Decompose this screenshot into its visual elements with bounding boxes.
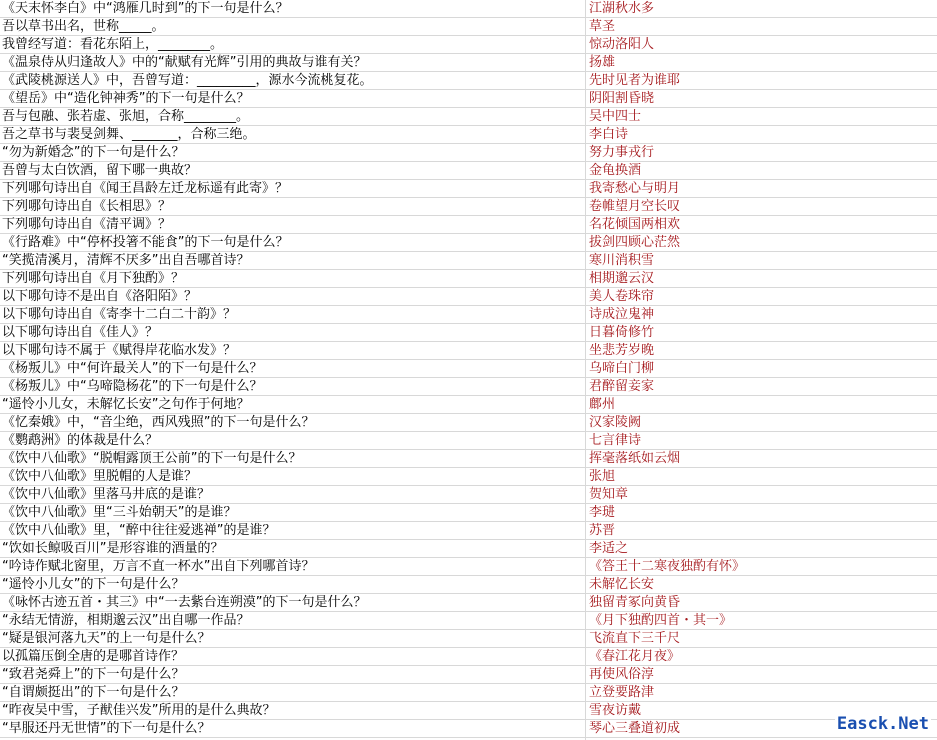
- answer-cell: 江湖秋水多: [589, 1, 655, 16]
- answer-cell: 诗成泣鬼神: [589, 307, 655, 322]
- answer-cell: 《月下独酌四首・其一》: [589, 613, 733, 628]
- answer-cell: 相期邈云汉: [589, 271, 655, 286]
- answer-cell: 张旭: [589, 469, 616, 484]
- table-row: [0, 306, 937, 324]
- answer-cell: 扬雄: [589, 55, 616, 70]
- question-cell: “永结无情游，相期邈云汉”出自哪一作品？: [2, 613, 250, 628]
- site-watermark: Easck.Net: [836, 714, 929, 734]
- table-row: [0, 144, 937, 162]
- question-cell: “早服还丹无世情”的下一句是什么？: [2, 721, 211, 736]
- table-row: [0, 36, 937, 54]
- answer-cell: 我寄愁心与明月: [589, 181, 681, 196]
- answer-cell: 先时见者为谁耶: [589, 73, 681, 88]
- answer-cell: 乌啼白门柳: [589, 361, 655, 376]
- question-cell: 《饮中八仙歌》里“三斗始朝天”的是谁？: [2, 505, 237, 520]
- table-row: [0, 126, 937, 144]
- answer-cell: 坐悲芳岁晚: [589, 343, 655, 358]
- answer-cell: 美人卷珠帘: [589, 289, 655, 304]
- table-row: [0, 0, 937, 18]
- question-cell: 吾之草书与裴旻剑舞、_______，合称三绝。: [2, 127, 256, 142]
- question-cell: 《饮中八仙歌》“脱帽露顶王公前”的下一句是什么？: [2, 451, 302, 466]
- table-row: [0, 396, 937, 414]
- answer-cell: 鄜州: [589, 397, 616, 412]
- table-row: [0, 252, 937, 270]
- answer-cell: 草圣: [589, 19, 616, 34]
- table-row: [0, 558, 937, 576]
- question-cell: “疑是银河落九天”的上一句是什么？: [2, 631, 211, 646]
- answer-cell: 立登要路津: [589, 685, 655, 700]
- question-cell: 以下哪句诗出自《佳人》？: [2, 325, 159, 340]
- question-cell: 吾与包融、张若虚、张旭，合称________。: [2, 109, 250, 124]
- answer-cell: 再使风俗淳: [589, 667, 655, 682]
- answer-cell: 未解忆长安: [589, 577, 655, 592]
- question-cell: 下列哪句诗出自《闻王昌龄左迁龙标遥有此寄》？: [2, 181, 289, 196]
- table-row: [0, 666, 937, 684]
- question-cell: 下列哪句诗出自《长相思》？: [2, 199, 172, 214]
- question-cell: 《鹦鹉洲》的体裁是什么？: [2, 433, 159, 448]
- table-row: [0, 180, 937, 198]
- question-cell: 《温泉侍从归逢故人》中的“献赋有光辉”引用的典故与谁有关？: [2, 55, 367, 70]
- question-cell: 吾曾与太白饮酒，留下哪一典故？: [2, 163, 198, 178]
- answer-cell: 努力事戎行: [589, 145, 655, 160]
- table-row: [0, 198, 937, 216]
- question-cell: 以下哪句诗出自《寄李十二白二十韵》？: [2, 307, 237, 322]
- answer-cell: 名花倾国两相欢: [589, 217, 681, 232]
- question-cell: “遥怜小儿女”的下一句是什么？: [2, 577, 185, 592]
- question-cell: 我曾经写道：看花东陌上，________。: [2, 37, 224, 52]
- table-row: [0, 234, 937, 252]
- table-row: [0, 522, 937, 540]
- answer-cell: 挥毫落纸如云烟: [589, 451, 681, 466]
- answer-cell: 独留青冢向黄昏: [589, 595, 681, 610]
- question-cell: “勿为新婚念”的下一句是什么？: [2, 145, 185, 160]
- question-cell: “笑揽清溪月，清辉不厌多”出自吾哪首诗？: [2, 253, 250, 268]
- answer-cell: 惊动洛阳人: [589, 37, 655, 52]
- question-cell: “遥怜小儿女，未解忆长安”之句作于何地？: [2, 397, 250, 412]
- question-cell: “自谓颇挺出”的下一句是什么？: [2, 685, 185, 700]
- question-cell: 《杨叛儿》中“乌啼隐杨花”的下一句是什么？: [2, 379, 263, 394]
- answer-cell: 《答王十二寒夜独酌有怀》: [589, 559, 746, 574]
- question-cell: 《武陵桃源送人》中，吾曾写道：_________，源水今流桃复花。: [2, 73, 373, 88]
- answer-cell: 琴心三叠道初成: [589, 721, 681, 736]
- answer-cell: 《春江花月夜》: [589, 649, 681, 664]
- table-row: [0, 108, 937, 126]
- table-row: [0, 324, 937, 342]
- question-cell: 《天末怀李白》中“鸿雁几时到”的下一句是什么？: [2, 1, 289, 16]
- table-row: [0, 342, 937, 360]
- table-row: [0, 594, 937, 612]
- answer-cell: 李白诗: [589, 127, 629, 142]
- table-row: [0, 72, 937, 90]
- answer-cell: 苏晋: [589, 523, 616, 538]
- question-cell: 《望岳》中“造化钟神秀”的下一句是什么？: [2, 91, 250, 106]
- answer-cell: 吴中四士: [589, 109, 642, 124]
- answer-cell: 贺知章: [589, 487, 629, 502]
- answer-cell: 金龟换酒: [589, 163, 642, 178]
- table-row: [0, 378, 937, 396]
- answer-cell: 君醉留妾家: [589, 379, 655, 394]
- table-row: [0, 702, 937, 720]
- table-row: [0, 432, 937, 450]
- table-row: [0, 414, 937, 432]
- table-row: [0, 288, 937, 306]
- table-row: [0, 54, 937, 72]
- question-cell: “吟诗作赋北窗里，万言不直一杯水”出自下列哪首诗？: [2, 559, 315, 574]
- table-row: [0, 90, 937, 108]
- table-row: [0, 612, 937, 630]
- question-cell: 《饮中八仙歌》里脱帽的人是谁？: [2, 469, 198, 484]
- answer-cell: 汉家陵阙: [589, 415, 642, 430]
- question-cell: 以下哪句诗不属于《赋得岸花临水发》？: [2, 343, 237, 358]
- question-cell: 《杨叛儿》中“何许最关人”的下一句是什么？: [2, 361, 263, 376]
- answer-cell: 李适之: [589, 541, 629, 556]
- question-cell: 下列哪句诗出自《月下独酌》？: [2, 271, 185, 286]
- table-row: [0, 270, 937, 288]
- question-cell: 以下哪句诗不是出自《洛阳陌》？: [2, 289, 198, 304]
- table-row: [0, 720, 937, 738]
- table-row: [0, 468, 937, 486]
- question-cell: 吾以草书出名，世称_____。: [2, 19, 165, 34]
- table-row: [0, 162, 937, 180]
- answer-cell: 李琎: [589, 505, 616, 520]
- question-cell: 《饮中八仙歌》里落马井底的是谁？: [2, 487, 211, 502]
- table-row: [0, 630, 937, 648]
- table-row: [0, 540, 937, 558]
- question-cell: “饮如长鲸吸百川”是形容谁的酒量的？: [2, 541, 224, 556]
- answer-cell: 七言律诗: [589, 433, 642, 448]
- answer-cell: 飞流直下三千尺: [589, 631, 681, 646]
- table-row: [0, 216, 937, 234]
- answer-cell: 寒川消积雪: [589, 253, 655, 268]
- table-row: [0, 18, 937, 36]
- question-cell: 下列哪句诗出自《清平调》？: [2, 217, 172, 232]
- answer-cell: 卷帷望月空长叹: [589, 199, 681, 214]
- question-cell: 《行路难》中“停杯投箸不能食”的下一句是什么？: [2, 235, 289, 250]
- question-cell: 《忆秦娥》中，“音尘绝，西风残照”的下一句是什么？: [2, 415, 315, 430]
- answer-cell: 拔剑四顾心茫然: [589, 235, 681, 250]
- question-cell: 以孤篇压倒全唐的是哪首诗作？: [2, 649, 185, 664]
- table-row: [0, 684, 937, 702]
- question-cell: “致君尧舜上”的下一句是什么？: [2, 667, 185, 682]
- table-row: [0, 360, 937, 378]
- question-cell: “昨夜吴中雪，子猷佳兴发”所用的是什么典故？: [2, 703, 276, 718]
- table-row: [0, 576, 937, 594]
- question-cell: 《咏怀古迹五首・其三》中“一去紫台连朔漠”的下一句是什么？: [2, 595, 367, 610]
- answer-cell: 阴阳割昏晓: [589, 91, 655, 106]
- question-cell: 《饮中八仙歌》里，“醉中往往爱逃禅”的是谁？: [2, 523, 276, 538]
- table-row: [0, 504, 937, 522]
- answer-cell: 日暮倚修竹: [589, 325, 655, 340]
- table-row: [0, 486, 937, 504]
- table-row: [0, 648, 937, 666]
- table-row: [0, 450, 937, 468]
- answer-cell: 雪夜访戴: [589, 703, 642, 718]
